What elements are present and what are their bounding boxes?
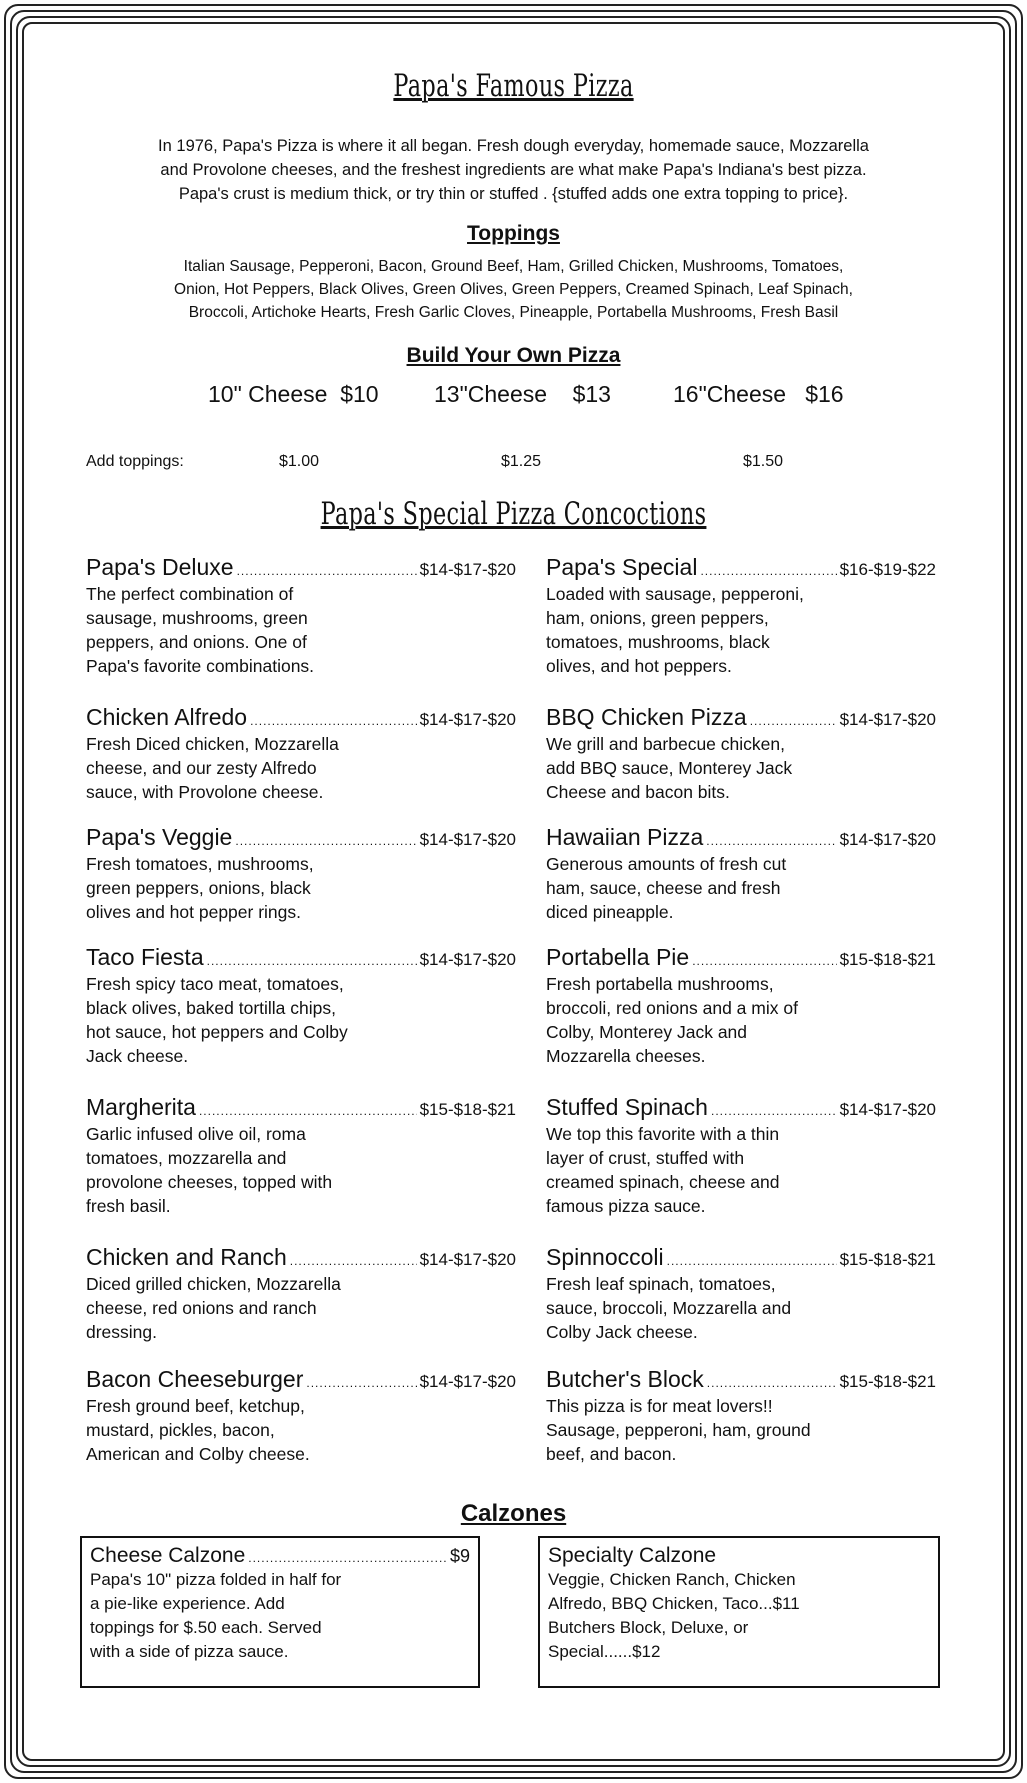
calzones-heading: Calzones bbox=[460, 1500, 567, 1527]
desc-line: cheese, and our zesty Alfredo bbox=[86, 758, 317, 778]
desc-line: olives, and hot peppers. bbox=[546, 656, 732, 676]
size-price: $10 bbox=[340, 381, 379, 407]
item-name: Papa's Deluxe bbox=[86, 554, 234, 580]
menu-item-spinnoccoli bbox=[546, 1244, 936, 1344]
desc-line: Colby, Monterey Jack and bbox=[546, 1022, 748, 1042]
item-price: $14-$17-$20 bbox=[419, 710, 516, 729]
toppings-line: Broccoli, Artichoke Hearts, Fresh Garlic Cloves, Pineapple, Portabella Mushrooms, Fresh Basil bbox=[188, 304, 839, 321]
item-description bbox=[546, 1394, 936, 1466]
menu-item-papas-special bbox=[546, 554, 936, 678]
desc-line: fresh basil. bbox=[86, 1196, 171, 1216]
menu-item-chicken-alfredo bbox=[86, 704, 516, 804]
cheese-calzone-box bbox=[80, 1536, 480, 1688]
desc-line: layer of crust, stuffed with bbox=[546, 1148, 745, 1168]
item-description bbox=[546, 852, 936, 924]
topping-price-16: $1.50 bbox=[743, 453, 784, 470]
dot-leader bbox=[250, 714, 416, 728]
desc-line: black olives, baked tortilla chips, bbox=[86, 998, 336, 1018]
dot-leader bbox=[306, 1376, 416, 1390]
desc-line: tomatoes, mozzarella and bbox=[86, 1148, 287, 1168]
desc-line: ham, onions, green peppers, bbox=[546, 608, 769, 628]
specials-heading: Papa's Special Pizza Concoctions bbox=[320, 496, 707, 532]
intro-line: In 1976, Papa's Pizza is where it all began. Fresh dough everyday, homemade sauce, Mozzarella bbox=[158, 137, 869, 155]
item-description bbox=[90, 1568, 470, 1664]
item-description bbox=[548, 1568, 930, 1664]
item-description bbox=[86, 852, 516, 924]
desc-line: peppers, and onions. One of bbox=[86, 632, 307, 652]
item-price: $15-$18-$21 bbox=[839, 1250, 936, 1269]
desc-line: Cheese and bacon bits. bbox=[546, 782, 730, 802]
add-toppings-label: Add toppings: bbox=[86, 453, 184, 470]
item-price: $14-$17-$20 bbox=[839, 1100, 936, 1119]
desc-line: Diced grilled chicken, Mozzarella bbox=[86, 1274, 341, 1294]
item-price: $14-$17-$20 bbox=[419, 1250, 516, 1269]
item-name: Papa's Special bbox=[546, 554, 698, 580]
desc-line: creamed spinach, cheese and bbox=[546, 1172, 780, 1192]
desc-line: olives and hot pepper rings. bbox=[86, 902, 301, 922]
item-name: Hawaiian Pizza bbox=[546, 824, 704, 850]
desc-line: We top this favorite with a thin bbox=[546, 1124, 780, 1144]
size-label: 16"Cheese bbox=[673, 381, 787, 407]
desc-line: The perfect combination of bbox=[86, 584, 294, 604]
desc-line: Sausage, pepperoni, ham, ground bbox=[546, 1420, 811, 1440]
menu-item-papas-veggie bbox=[86, 824, 516, 924]
desc-line: We grill and barbecue chicken, bbox=[546, 734, 785, 754]
size-10 bbox=[208, 381, 379, 408]
item-price: $15-$18-$21 bbox=[839, 950, 936, 969]
desc-line: sauce, broccoli, Mozzarella and bbox=[546, 1298, 792, 1318]
menu-title: Papa's Famous Pizza bbox=[393, 68, 634, 104]
desc-line: Fresh leaf spinach, tomatoes, bbox=[546, 1274, 776, 1294]
desc-line: hot sauce, hot peppers and Colby bbox=[86, 1022, 348, 1042]
desc-line: provolone cheeses, topped with bbox=[86, 1172, 333, 1192]
dot-leader bbox=[707, 1376, 837, 1390]
item-name: Bacon Cheeseburger bbox=[86, 1366, 304, 1392]
item-name: Chicken Alfredo bbox=[86, 704, 248, 730]
specials-title-wrap bbox=[0, 496, 1027, 532]
intro-line: and Provolone cheeses, and the freshest ingredients are what make Papa's Indiana's best pizza. bbox=[160, 161, 867, 179]
menu-item-stuffed-spinach bbox=[546, 1094, 936, 1218]
dot-leader bbox=[199, 1104, 417, 1118]
item-price: $14-$17-$20 bbox=[839, 830, 936, 849]
item-price: $14-$17-$20 bbox=[419, 560, 516, 579]
item-description bbox=[86, 972, 516, 1068]
menu-item-bbq-chicken-pizza bbox=[546, 704, 936, 804]
item-price: $14-$17-$20 bbox=[419, 830, 516, 849]
item-name: Taco Fiesta bbox=[86, 944, 204, 970]
item-name: BBQ Chicken Pizza bbox=[546, 704, 747, 730]
desc-line: green peppers, onions, black bbox=[86, 878, 311, 898]
menu-title-wrap bbox=[0, 68, 1027, 104]
menu-item-hawaiian-pizza bbox=[546, 824, 936, 924]
dot-leader bbox=[207, 954, 417, 968]
desc-line: Fresh portabella mushrooms, bbox=[546, 974, 774, 994]
item-price: $14-$17-$20 bbox=[839, 710, 936, 729]
intro-paragraph bbox=[0, 134, 1027, 206]
desc-line: This pizza is for meat lovers!! bbox=[546, 1396, 773, 1416]
desc-line: Jack cheese. bbox=[86, 1046, 189, 1066]
desc-line: dressing. bbox=[86, 1322, 158, 1342]
desc-line: Veggie, Chicken Ranch, Chicken bbox=[548, 1570, 796, 1589]
item-description bbox=[546, 972, 936, 1068]
desc-line: Papa's favorite combinations. bbox=[86, 656, 315, 676]
item-description bbox=[86, 582, 516, 678]
desc-line: beef, and bacon. bbox=[546, 1444, 677, 1464]
desc-line: tomatoes, mushrooms, black bbox=[546, 632, 770, 652]
item-name: Specialty Calzone bbox=[548, 1544, 717, 1567]
desc-line: Fresh tomatoes, mushrooms, bbox=[86, 854, 314, 874]
dot-leader bbox=[667, 1254, 837, 1268]
item-description bbox=[86, 1272, 516, 1344]
dot-leader bbox=[692, 954, 836, 968]
desc-line: diced pineapple. bbox=[546, 902, 674, 922]
item-name: Margherita bbox=[86, 1094, 196, 1120]
desc-line: Special......$12 bbox=[548, 1642, 661, 1661]
menu-item-butchers-block bbox=[546, 1366, 936, 1466]
desc-line: Butchers Block, Deluxe, or bbox=[548, 1618, 749, 1637]
desc-line: mustard, pickles, bacon, bbox=[86, 1420, 275, 1440]
toppings-line: Italian Sausage, Pepperoni, Bacon, Ground Beef, Ham, Grilled Chicken, Mushrooms, Tomatoes, bbox=[183, 258, 844, 275]
topping-price-10: $1.00 bbox=[279, 453, 320, 470]
item-price: $14-$17-$20 bbox=[419, 1372, 516, 1391]
toppings-line: Onion, Hot Peppers, Black Olives, Green Olives, Green Peppers, Creamed Spinach, Leaf Spinach, bbox=[174, 281, 853, 298]
dot-leader bbox=[248, 1551, 447, 1565]
dot-leader bbox=[237, 564, 417, 578]
desc-line: famous pizza sauce. bbox=[546, 1196, 706, 1216]
item-description bbox=[546, 1272, 936, 1344]
menu-item-portabella-pie bbox=[546, 944, 936, 1068]
desc-line: American and Colby cheese. bbox=[86, 1444, 310, 1464]
size-16 bbox=[673, 381, 844, 408]
dot-leader bbox=[711, 1104, 837, 1118]
dot-leader bbox=[290, 1254, 417, 1268]
item-description bbox=[546, 732, 936, 804]
size-price: $13 bbox=[572, 381, 611, 407]
desc-line: Fresh ground beef, ketchup, bbox=[86, 1396, 305, 1416]
item-description bbox=[546, 1122, 936, 1218]
item-name: Papa's Veggie bbox=[86, 824, 233, 850]
desc-line: a pie-like experience. Add bbox=[90, 1594, 285, 1613]
desc-line: Generous amounts of fresh cut bbox=[546, 854, 787, 874]
item-description bbox=[86, 1394, 516, 1466]
desc-line: Fresh Diced chicken, Mozzarella bbox=[86, 734, 339, 754]
desc-line: Papa's 10" pizza folded in half for bbox=[90, 1570, 342, 1589]
desc-line: toppings for $.50 each. Served bbox=[90, 1618, 322, 1637]
item-description bbox=[86, 1122, 516, 1218]
intro-line: Papa's crust is medium thick, or try thin or stuffed . {stuffed adds one extra topping to price}. bbox=[178, 185, 849, 203]
item-name: Portabella Pie bbox=[546, 944, 690, 970]
menu-item-margherita bbox=[86, 1094, 516, 1218]
desc-line: Fresh spicy taco meat, tomatoes, bbox=[86, 974, 344, 994]
item-price: $15-$18-$21 bbox=[839, 1372, 936, 1391]
build-your-own-heading: Build Your Own Pizza bbox=[406, 344, 621, 367]
dot-leader bbox=[750, 714, 837, 728]
item-price: $15-$18-$21 bbox=[419, 1100, 516, 1119]
desc-line: sauce, with Provolone cheese. bbox=[86, 782, 324, 802]
desc-line: Alfredo, BBQ Chicken, Taco...$11 bbox=[548, 1594, 800, 1613]
desc-line: cheese, red onions and ranch bbox=[86, 1298, 317, 1318]
dot-leader bbox=[235, 834, 416, 848]
size-13 bbox=[434, 381, 611, 408]
item-price: $16-$19-$22 bbox=[839, 560, 936, 579]
desc-line: Garlic infused olive oil, roma bbox=[86, 1124, 306, 1144]
menu-item-chicken-and-ranch bbox=[86, 1244, 516, 1344]
size-price: $16 bbox=[805, 381, 844, 407]
dot-leader bbox=[700, 564, 836, 578]
specialty-calzone-box bbox=[538, 1536, 940, 1688]
item-name: Stuffed Spinach bbox=[546, 1094, 708, 1120]
size-label: 13"Cheese bbox=[434, 381, 548, 407]
desc-line: sausage, mushrooms, green bbox=[86, 608, 308, 628]
item-name: Chicken and Ranch bbox=[86, 1244, 287, 1270]
item-price: $9 bbox=[449, 1546, 470, 1566]
desc-line: add BBQ sauce, Monterey Jack bbox=[546, 758, 793, 778]
item-name: Spinnoccoli bbox=[546, 1244, 664, 1270]
desc-line: Loaded with sausage, pepperoni, bbox=[546, 584, 804, 604]
toppings-list bbox=[0, 255, 1027, 324]
menu-item-papas-deluxe bbox=[86, 554, 516, 678]
desc-line: Colby Jack cheese. bbox=[546, 1322, 698, 1342]
topping-price-13: $1.25 bbox=[501, 453, 542, 470]
dot-leader bbox=[706, 834, 836, 848]
item-description bbox=[546, 582, 936, 678]
toppings-heading: Toppings bbox=[467, 222, 560, 245]
size-label: 10" Cheese bbox=[208, 381, 328, 407]
menu-item-bacon-cheeseburger bbox=[86, 1366, 516, 1466]
menu-item-taco-fiesta bbox=[86, 944, 516, 1068]
item-price: $14-$17-$20 bbox=[419, 950, 516, 969]
item-name: Butcher's Block bbox=[546, 1366, 704, 1392]
desc-line: ham, sauce, cheese and fresh bbox=[546, 878, 781, 898]
desc-line: Mozzarella cheeses. bbox=[546, 1046, 706, 1066]
desc-line: broccoli, red onions and a mix of bbox=[546, 998, 798, 1018]
item-name: Cheese Calzone bbox=[90, 1544, 246, 1567]
item-description bbox=[86, 732, 516, 804]
desc-line: with a side of pizza sauce. bbox=[90, 1642, 289, 1661]
